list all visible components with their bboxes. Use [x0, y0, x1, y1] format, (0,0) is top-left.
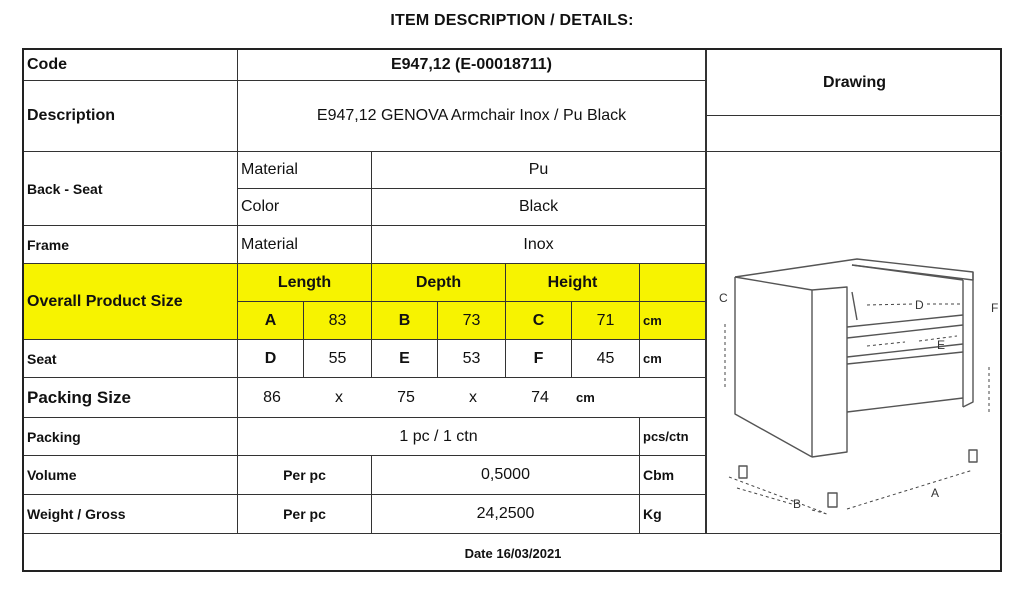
dim-d-letter: D	[238, 340, 304, 378]
dim-f-letter: F	[506, 340, 572, 378]
dim-f-value: 45	[572, 340, 640, 378]
packing-size-label: Packing Size	[24, 378, 238, 418]
packing-width: 75	[397, 388, 415, 406]
description-label: Description	[24, 81, 238, 152]
packing-length: 86	[263, 388, 281, 406]
volume-value: 0,5000	[372, 456, 640, 495]
frame-material-label: Material	[238, 226, 372, 264]
dim-b-value: 73	[438, 302, 506, 340]
frame-label: Frame	[24, 226, 238, 264]
weight-per: Per pc	[238, 495, 372, 534]
length-header: Length	[238, 264, 372, 302]
packing-size-values	[238, 378, 706, 418]
dim-a-letter: A	[238, 302, 304, 340]
packing-value: 1 pc / 1 ctn	[238, 418, 640, 456]
drawing-letter-c: C	[719, 291, 728, 305]
dim-c-letter: C	[506, 302, 572, 340]
dim-e-letter: E	[372, 340, 438, 378]
date-footer: Date 16/03/2021	[464, 545, 562, 561]
back-seat-color-label: Color	[238, 189, 372, 226]
packing-x-1: x	[335, 388, 343, 406]
weight-label: Weight / Gross	[24, 495, 238, 534]
seat-label: Seat	[24, 340, 238, 378]
volume-per: Per pc	[238, 456, 372, 495]
code-label: Code	[24, 50, 238, 81]
drawing-spacer	[706, 116, 1002, 152]
packing-label: Packing	[24, 418, 238, 456]
drawing-area	[706, 152, 1002, 534]
drawing-letter-f-visible: F	[991, 301, 999, 315]
height-header: Height	[506, 264, 640, 302]
weight-value: 24,2500	[372, 495, 640, 534]
description-value: E947,12 GENOVA Armchair Inox / Pu Black	[238, 81, 706, 152]
code-value: E947,12 (E-00018711)	[238, 50, 706, 81]
packing-x-2: x	[469, 388, 477, 406]
frame-material-value: Inox	[372, 226, 706, 264]
overall-unit: cm	[640, 302, 706, 340]
volume-label: Volume	[24, 456, 238, 495]
packing-unit: pcs/ctn	[640, 418, 706, 456]
back-seat-material-label: Material	[238, 152, 372, 189]
seat-unit: cm	[640, 340, 706, 378]
back-seat-label: Back - Seat	[24, 152, 238, 226]
drawing-letter-d: D	[915, 298, 924, 312]
details-table	[22, 48, 1002, 572]
packing-size-unit: cm	[576, 390, 595, 405]
back-seat-material-value: Pu	[372, 152, 706, 189]
page-title: ITEM DESCRIPTION / DETAILS:	[390, 12, 634, 29]
dim-c-value: 71	[572, 302, 640, 340]
dim-e-value: 53	[438, 340, 506, 378]
packing-height: 74	[531, 388, 549, 406]
back-seat-color-value: Black	[372, 189, 706, 226]
dim-d-value: 55	[304, 340, 372, 378]
depth-header: Depth	[372, 264, 506, 302]
volume-unit: Cbm	[640, 456, 706, 495]
drawing-letter-e: E	[937, 338, 946, 352]
dim-a-value: 83	[304, 302, 372, 340]
weight-unit: Kg	[640, 495, 706, 534]
drawing-letter-a: A	[931, 486, 940, 500]
drawing-label: Drawing	[706, 50, 1002, 116]
dim-b-letter: B	[372, 302, 438, 340]
drawing-letter-b: B	[793, 497, 802, 511]
armchair-drawing	[707, 152, 1002, 534]
overall-header-blank	[640, 264, 706, 302]
overall-size-label: Overall Product Size	[24, 264, 238, 340]
